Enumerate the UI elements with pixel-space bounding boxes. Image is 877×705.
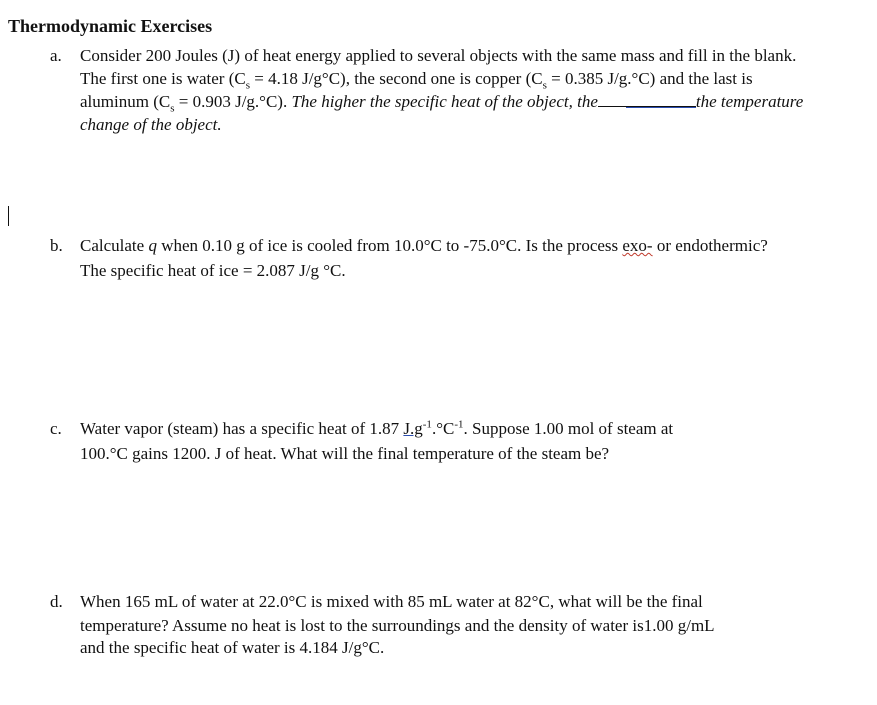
spellcheck-word: exo- <box>622 236 653 255</box>
exercise-d-line-2: temperature? Assume no heat is lost to the surroundings and the density of water is1.00 g/mL <box>80 616 715 635</box>
exercise-d-line-1: When 165 mL of water at 22.0°C is mixed with 85 mL water at 82°C, what will be the final <box>80 592 703 611</box>
exercise-b-line-2: The specific heat of ice = 2.087 J/g °C. <box>80 261 346 280</box>
exercise-marker: c. <box>50 419 62 438</box>
exercise-marker: d. <box>50 592 63 611</box>
fill-in-blank[interactable] <box>598 92 696 107</box>
exercise-marker: b. <box>50 236 63 255</box>
text-cursor <box>8 206 9 226</box>
exercise-a-line-4: change of the object. <box>80 115 222 134</box>
exercise-a-line-3: aluminum ($C_s = 0.903$ J/g.°C). The higher the specific heat of the object, the the temperature <box>80 92 804 115</box>
exercise-marker: a. <box>50 46 62 65</box>
document-title: Thermodynamic Exercises <box>8 16 213 36</box>
exercise-c-line-1: Water vapor (steam) has a specific heat of 1.87 $J.g^{-1}.^\circ C^{-1}$. Suppose 1.00 mol of steam at <box>80 418 674 438</box>
exercise-b-line-1: Calculate q when 0.10 g of ice is cooled from 10.0°C to -75.0°C. Is the process exo- or endothermic? <box>80 236 768 255</box>
exercise-a-line-2: The first one is water ($C_s = 4.18$ J/g°C), the second one is copper ($C_s = 0.385$ J/g.°C) and the last is <box>80 69 753 92</box>
exercise-c-line-2: 100.°C gains 1200. J of heat. What will the final temperature of the steam be? <box>80 444 610 463</box>
exercise-d-line-3: and the specific heat of water is 4.184 J/g°C. <box>80 638 385 657</box>
exercise-a-line-1: Consider 200 Joules (J) of heat energy applied to several objects with the same mass and fill in the blank. <box>80 46 797 65</box>
